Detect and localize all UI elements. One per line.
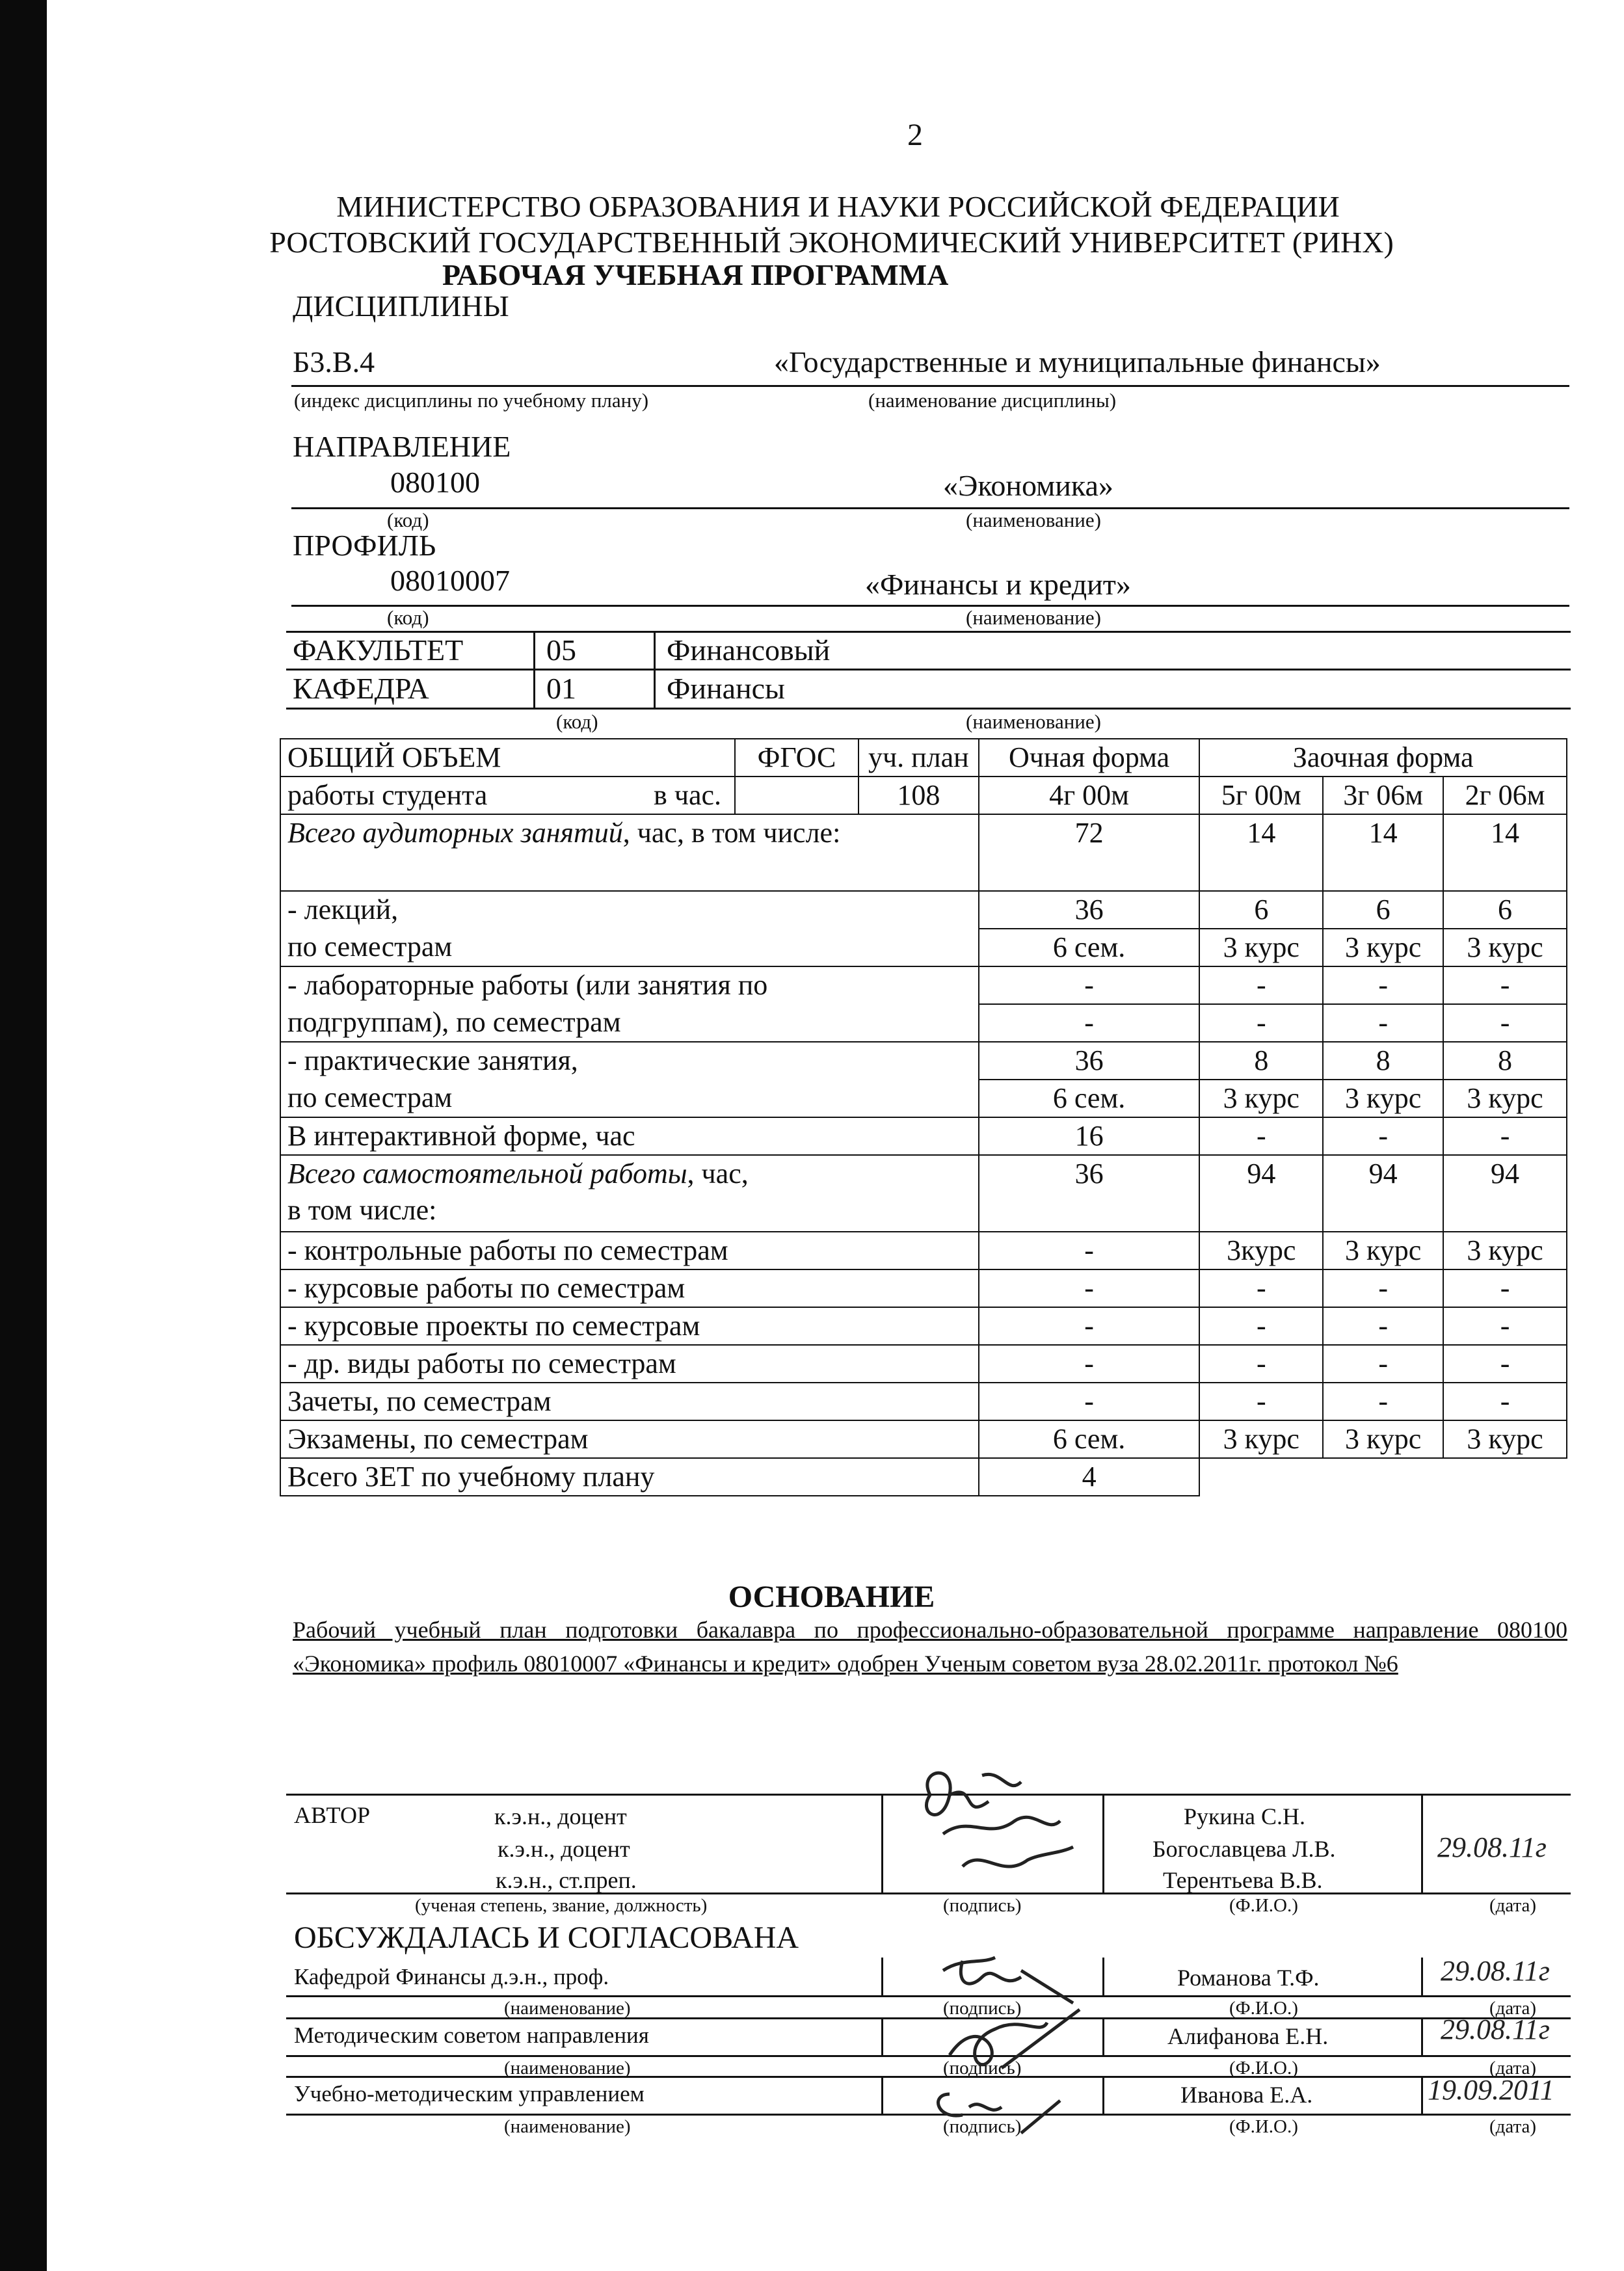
approval-name-2: Алифанова Е.Н.	[1167, 2023, 1329, 2049]
row-value: -	[1323, 1004, 1443, 1042]
approval-signature-caption-3: (подпись)	[943, 2116, 1022, 2137]
row-value: 72	[979, 814, 1200, 891]
row-value: 4	[979, 1458, 1200, 1496]
row-value: -	[979, 1383, 1200, 1420]
header-total-volume: ОБЩИЙ ОБЪЕМ	[280, 739, 735, 777]
row-value: -	[1443, 1345, 1567, 1383]
faculty-bottom-rule	[286, 708, 1571, 710]
table-row	[280, 1420, 1567, 1458]
approval-date-2: 29.08.11г	[1441, 2013, 1550, 2045]
author-date-caption: (дата)	[1489, 1895, 1537, 1916]
row-value: -	[979, 1307, 1200, 1345]
profile-label: ПРОФИЛЬ	[293, 529, 436, 562]
row-value: -	[1443, 1307, 1567, 1345]
table-row	[280, 1458, 1567, 1496]
approval-body-1: Кафедрой Финансы д.э.н., проф.	[294, 1964, 609, 1989]
approval-fio-caption-3: (Ф.И.О.)	[1229, 2116, 1298, 2137]
author-degree-2: к.э.н., доцент	[498, 1836, 630, 1862]
table-row	[280, 1042, 1567, 1080]
header-fgos: ФГОС	[735, 739, 859, 777]
faculty-label: ФАКУЛЬТЕТ	[293, 633, 464, 667]
author-divider-3	[1421, 1794, 1423, 1892]
table-row	[280, 1345, 1567, 1383]
author-date: 29.08.11г	[1437, 1831, 1547, 1863]
row-value: -	[1443, 1117, 1567, 1155]
author-bottom-rule	[286, 1892, 1571, 1894]
row-value: -	[1199, 1383, 1323, 1420]
row-label: - лекций,	[280, 891, 979, 929]
page-number: 2	[907, 118, 923, 152]
fgos-hours	[735, 777, 859, 814]
row-value: 3 курс	[1199, 1080, 1323, 1117]
full-time-duration: 4г 00м	[979, 777, 1200, 814]
approval-name-caption-2: (наименование)	[504, 2058, 631, 2078]
approval-name-1: Романова Т.Ф.	[1177, 1965, 1320, 1991]
department-label: КАФЕДРА	[293, 672, 429, 705]
discipline-name: «Государственные и муниципальные финансы»	[774, 345, 1381, 378]
table-row	[280, 1307, 1567, 1345]
direction-name: «Экономика»	[943, 469, 1113, 502]
part-time-duration-3: 2г 06м	[1443, 777, 1567, 814]
author-label: АВТОР	[294, 1802, 371, 1828]
row-value: -	[1443, 1269, 1567, 1307]
department-code: 01	[546, 672, 576, 705]
ministry-heading: МИНИСТЕРСТВО ОБРАЗОВАНИЯ И НАУКИ РОССИЙСКОЙ ФЕДЕРАЦИИ	[336, 190, 1340, 223]
row-value: -	[1323, 1307, 1443, 1345]
discipline-name-caption: (наименование дисциплины)	[868, 389, 1117, 412]
direction-rule	[291, 507, 1569, 509]
volume-table	[280, 738, 1567, 1496]
header-part-time: Заочная форма	[1199, 739, 1567, 777]
approval-divider	[1421, 2017, 1423, 2055]
discipline-index: Б3.В.4	[293, 345, 375, 378]
row-value: -	[1443, 1383, 1567, 1420]
faculty-name: Финансовый	[667, 633, 831, 667]
row-value: -	[1443, 966, 1567, 1004]
university-heading: РОСТОВСКИЙ ГОСУДАРСТВЕННЫЙ ЭКОНОМИЧЕСКИЙ УНИВЕРСИТЕТ (РИНХ)	[269, 226, 1394, 259]
basis-text: Рабочий учебный план подготовки бакалавра по профессионально-образовательной программе направление 080100 «Экономика» профиль 08010007 «Финансы и кредит» одобрен Ученым советом вуза 28.02.2011г. протокол №6	[293, 1617, 1567, 1677]
author-name-2: Богославцева Л.В.	[1152, 1836, 1336, 1862]
faculty-divider-1	[533, 631, 535, 708]
header-student-work	[280, 777, 735, 814]
author-divider-1	[881, 1794, 883, 1892]
row-value: -	[1323, 1383, 1443, 1420]
row-value: 3 курс	[1443, 1080, 1567, 1117]
table-row	[280, 1269, 1567, 1307]
document-title: РАБОЧАЯ УЧЕБНАЯ ПРОГРАММА	[442, 258, 949, 291]
row-value: -	[1199, 1345, 1323, 1383]
author-signature-caption: (подпись)	[943, 1895, 1022, 1916]
row-value: 3 курс	[1199, 929, 1323, 966]
row-value: 3 курс	[1323, 1420, 1443, 1458]
row-value: 36	[979, 1155, 1200, 1232]
approval-divider	[1421, 2076, 1423, 2114]
row-label: Зачеты, по семестрам	[280, 1383, 979, 1420]
row-value: 94	[1199, 1155, 1323, 1232]
approval-signature-caption-1: (подпись)	[943, 1998, 1022, 2019]
approval-name-caption-3: (наименование)	[504, 2116, 631, 2137]
table-row	[280, 814, 1567, 891]
row-label: Всего ЗЕТ по учебному плану	[280, 1458, 979, 1496]
faculty-mid-rule	[286, 669, 1571, 671]
faculty-divider-2	[654, 631, 656, 708]
approval-date-3: 19.09.2011	[1428, 2074, 1554, 2106]
approval-date-caption-1: (дата)	[1489, 1998, 1537, 2019]
table-header-row-1	[280, 739, 1567, 777]
approval-divider	[1421, 1958, 1423, 1995]
direction-code-caption: (код)	[387, 509, 429, 531]
approval-fio-caption-1: (Ф.И.О.)	[1229, 1998, 1298, 2019]
row-value: -	[1199, 1269, 1323, 1307]
approval-signatures	[924, 1945, 1119, 2133]
department-name: Финансы	[667, 672, 785, 705]
profile-name: «Финансы и кредит»	[865, 568, 1131, 601]
fd-name-caption: (наименование)	[966, 710, 1101, 733]
author-degree-3: к.э.н., ст.преп.	[496, 1867, 637, 1893]
part-time-duration-1: 5г 00м	[1199, 777, 1323, 814]
row-label: Всего самостоятельной работы, час, в том числе:	[280, 1155, 979, 1232]
row-value: 8	[1199, 1042, 1323, 1080]
table-row	[280, 1080, 1567, 1117]
row-value: 3 курс	[1443, 929, 1567, 966]
basis-title: ОСНОВАНИЕ	[728, 1580, 935, 1614]
row-value: 14	[1323, 814, 1443, 891]
profile-code-caption: (код)	[387, 606, 429, 629]
row-value: 6 сем.	[979, 929, 1200, 966]
profile-name-caption: (наименование)	[966, 606, 1101, 629]
row-label: - практические занятия,	[280, 1042, 979, 1080]
row-value: 16	[979, 1117, 1200, 1155]
row-value: 36	[979, 891, 1200, 929]
header-study-plan: уч. план	[859, 739, 979, 777]
author-fio-caption: (Ф.И.О.)	[1229, 1895, 1298, 1916]
row-value: 36	[979, 1042, 1200, 1080]
row-value: 3 курс	[1443, 1232, 1567, 1269]
row-value: -	[1323, 1117, 1443, 1155]
direction-name-caption: (наименование)	[966, 509, 1101, 531]
approval-fio-caption-2: (Ф.И.О.)	[1229, 2058, 1298, 2078]
author-divider-2	[1102, 1794, 1104, 1892]
row-value: 94	[1323, 1155, 1443, 1232]
row-value: 8	[1323, 1042, 1443, 1080]
author-name-3: Терентьева В.В.	[1163, 1867, 1323, 1893]
row-value: -	[979, 1232, 1200, 1269]
row-value: 3 курс	[1323, 1232, 1443, 1269]
faculty-top-rule	[286, 631, 1571, 633]
row-value: -	[1199, 1117, 1323, 1155]
row-value: 94	[1443, 1155, 1567, 1232]
row-value: 6	[1443, 891, 1567, 929]
approval-name-3: Иванова Е.А.	[1180, 2082, 1313, 2108]
approval-date-caption-3: (дата)	[1489, 2116, 1537, 2137]
table-row	[280, 966, 1567, 1004]
approval-title: ОБСУЖДАЛАСЬ И СОГЛАСОВАНА	[294, 1920, 799, 1955]
approval-signature-caption-2: (подпись)	[943, 2058, 1022, 2078]
row-value: 6 сем.	[979, 1420, 1200, 1458]
row-label: - лабораторные работы (или занятия по	[280, 966, 979, 1004]
row-value: 14	[1443, 814, 1567, 891]
row-label: - контрольные работы по семестрам	[280, 1232, 979, 1269]
row-label: - курсовые проекты по семестрам	[280, 1307, 979, 1345]
row-value: -	[1199, 1004, 1323, 1042]
approval-divider	[881, 1958, 883, 1995]
table-row	[280, 891, 1567, 929]
approval-name-caption-1: (наименование)	[504, 1998, 631, 2019]
table-row	[280, 1155, 1567, 1232]
row-value: -	[1199, 1307, 1323, 1345]
table-row	[280, 1383, 1567, 1420]
row-value: 3 курс	[1323, 929, 1443, 966]
plan-hours: 108	[859, 777, 979, 814]
author-degree-1: к.э.н., доцент	[494, 1803, 627, 1829]
approval-date-caption-2: (дата)	[1489, 2058, 1537, 2078]
header-unit: в час.	[654, 779, 722, 811]
author-name-1: Рукина С.Н.	[1184, 1803, 1306, 1829]
approval-body-2: Методическим советом направления	[294, 2023, 649, 2048]
document-subtitle: ДИСЦИПЛИНЫ	[293, 289, 509, 323]
row-value: -	[1199, 966, 1323, 1004]
row-value: 3 курс	[1443, 1420, 1567, 1458]
table-row	[280, 929, 1567, 966]
row-label: по семестрам	[280, 1080, 979, 1117]
row-value: -	[979, 1004, 1200, 1042]
row-value: 6	[1323, 891, 1443, 929]
header-full-time: Очная форма	[979, 739, 1200, 777]
row-value: -	[979, 1269, 1200, 1307]
part-time-duration-2: 3г 06м	[1323, 777, 1443, 814]
faculty-code: 05	[546, 633, 576, 667]
row-value: 3 курс	[1323, 1080, 1443, 1117]
discipline-index-caption: (индекс дисциплины по учебному плану)	[294, 389, 649, 412]
author-signatures	[904, 1756, 1086, 1892]
row-label: Экзамены, по семестрам	[280, 1420, 979, 1458]
row-label: - курсовые работы по семестрам	[280, 1269, 979, 1307]
row-value: -	[1323, 1345, 1443, 1383]
fd-code-caption: (код)	[556, 710, 598, 733]
row-label: Всего аудиторных занятий, час, в том числе:	[280, 814, 979, 891]
row-value: 3 курс	[1199, 1420, 1323, 1458]
row-value: -	[1323, 966, 1443, 1004]
approval-divider	[881, 2017, 883, 2055]
row-label: подгруппам), по семестрам	[280, 1004, 979, 1042]
table-row	[280, 1117, 1567, 1155]
row-value: -	[1443, 1004, 1567, 1042]
table-header-row-2	[280, 777, 1567, 814]
row-value: 14	[1199, 814, 1323, 891]
row-value: -	[979, 966, 1200, 1004]
table-row	[280, 1232, 1567, 1269]
table-row	[280, 1004, 1567, 1042]
scan-dark-edge	[0, 0, 47, 2271]
approval-date-1: 29.08.11г	[1441, 1955, 1550, 1987]
row-label: по семестрам	[280, 929, 979, 966]
empty-cell	[1199, 1458, 1567, 1496]
row-value: 3курс	[1199, 1232, 1323, 1269]
approval-divider	[881, 2076, 883, 2114]
profile-code: 08010007	[390, 564, 510, 597]
header-student-work-label: работы студента	[287, 779, 488, 811]
row-value: -	[979, 1345, 1200, 1383]
discipline-rule	[291, 385, 1569, 387]
row-value: -	[1323, 1269, 1443, 1307]
row-value: 8	[1443, 1042, 1567, 1080]
row-label: - др. виды работы по семестрам	[280, 1345, 979, 1383]
author-degree-caption: (ученая степень, звание, должность)	[415, 1895, 708, 1916]
row-label: В интерактивной форме, час	[280, 1117, 979, 1155]
direction-label: НАПРАВЛЕНИЕ	[293, 430, 511, 463]
direction-code: 080100	[390, 466, 480, 499]
profile-rule	[291, 605, 1569, 607]
row-value: 6 сем.	[979, 1080, 1200, 1117]
row-value: 6	[1199, 891, 1323, 929]
approval-body-3: Учебно-методическим управлением	[294, 2081, 645, 2106]
